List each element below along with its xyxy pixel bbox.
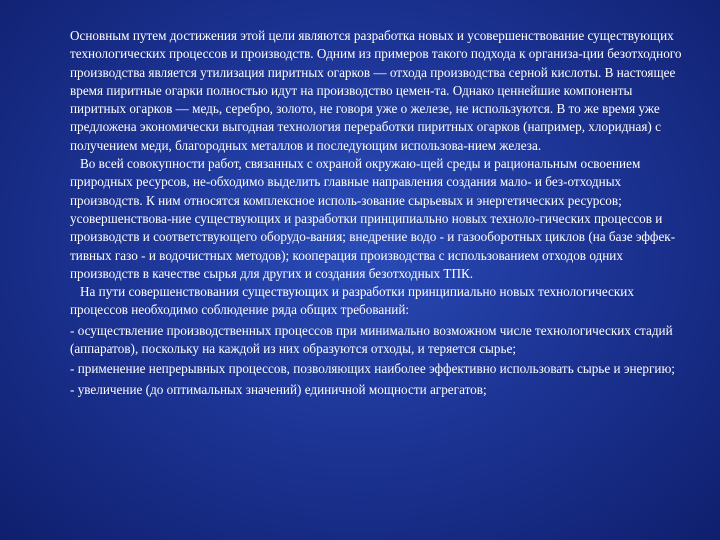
list-item-unit-capacity: - увеличение (до оптимальных значений) единичной мощности агрегатов; (70, 381, 487, 397)
list-item-min-stages: - осуществление производственных процессов при минимально возможном числе технологических стадий (аппаратов), поскольку на каждой из них образуются отходы, и теряется сырье; (70, 322, 673, 357)
paragraph-requirements: На пути совершенствования существующих и разработки принципиально новых технологических процессов необходимо соблюдение ряда общих требований: (70, 284, 634, 318)
slide-text-body (70, 27, 688, 399)
paragraph-directions: Во всей совокупности работ, связанных с охраной окружаю-щей среды и рациональным освоением природных ресурсов, не-обходимо выделить главные направления создания мало- и без-отходных производств. К ним относятся комплексное исполь-зование сырьевых и энергетических ресурсов; усовершенствова-ние существующих и разработки принципиально новых техноло-гических процессов и производств и соответствующего оборудо-вания; внедрение водо - и газооборотных циклов (на базе эффек-тивных газо - и водочистных методов); кооперация производства с использованием отходов одних производств в качестве сырья для других и создания безотходных ТПК. (70, 156, 676, 281)
paragraph-intro: Основным путем достижения этой цели являются разработка новых и усовершенствование существующих технологических процессов и производств. Одним из примеров такого подхода к организа-ции безотходного производства является утилизация пиритных огарков — отхода производства серной кислоты. В настоящее время пиритные огарки полностью идут на производство цемен-та. Однако ценнейшие компоненты пиритных огарков — медь, серебро, золото, не говоря уже о железе, не используются. В то же время уже предложена экономически выгодная технология переработки пиритных огарков (например, хлоридная) с получением меди, благородных металлов и последующим использова-нием железа. (70, 28, 682, 153)
list-item-continuous-processes: - применение непрерывных процессов, позволяющих наиболее эффективно использовать сырье и энергию; (70, 361, 675, 377)
